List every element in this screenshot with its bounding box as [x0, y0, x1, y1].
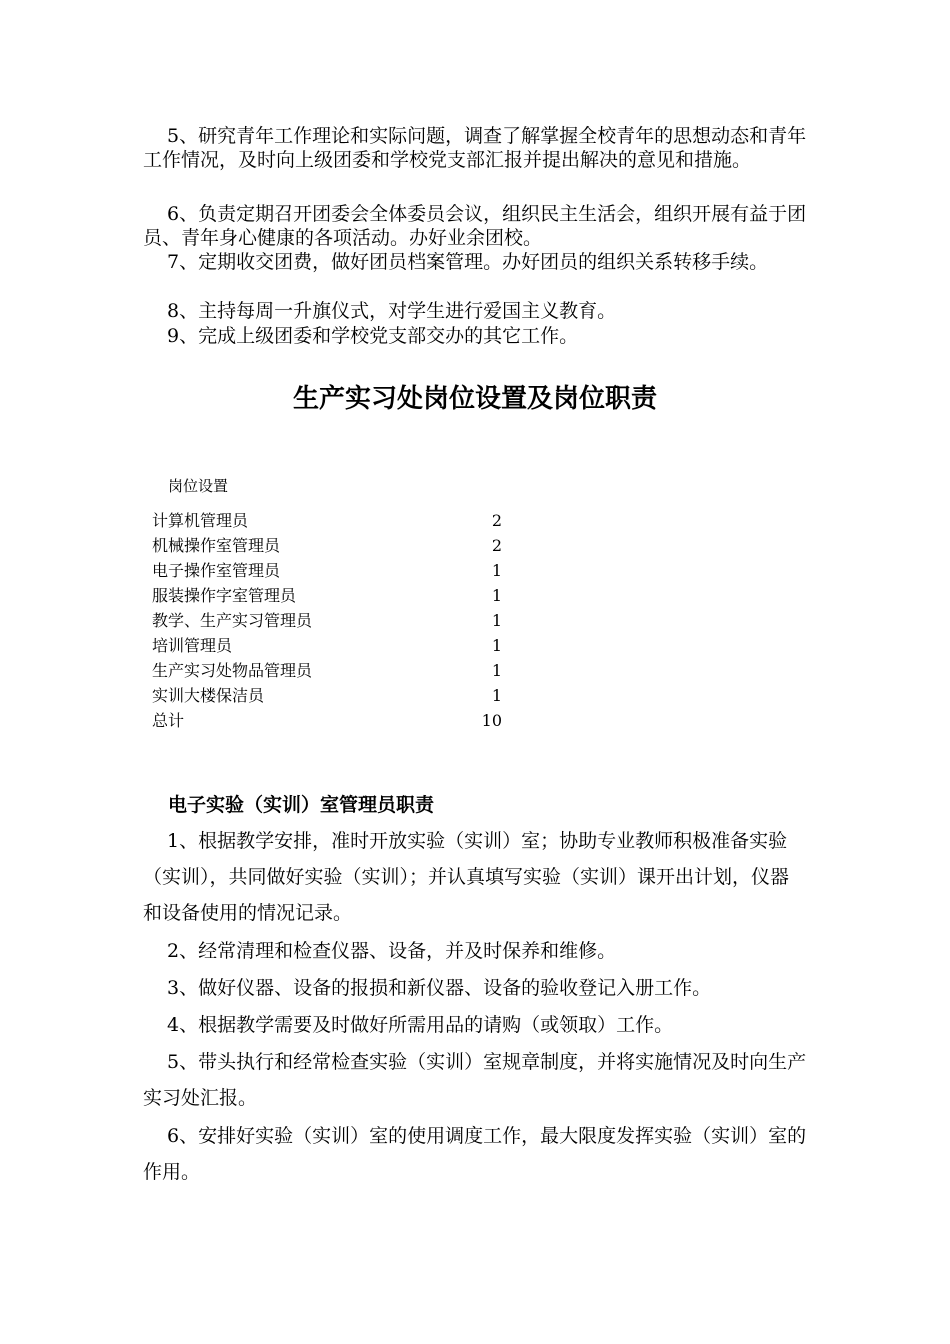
duty-item: 1、根据教学安排，准时开放实验（实训）室；协助专业教师积极准备实验（实训），共同做好实验（实训）；并认真填写实验（实训）课开出计划，仪器和设备使用的情况记录。: [143, 830, 790, 924]
position-name: 总计: [152, 711, 185, 730]
position-name: 电子操作室管理员: [152, 561, 281, 580]
position-count: 2: [491, 536, 502, 555]
table-row: [152, 658, 512, 683]
duty-item: 6、安排好实验（实训）室的使用调度工作，最大限度发挥实验（实训）室的作用。: [143, 1125, 807, 1183]
page-title: 生产实习处岗位设置及岗位职责: [292, 384, 657, 414]
table-row: [152, 508, 512, 533]
position-name: 生产实习处物品管理员: [152, 661, 313, 680]
position-name: 机械操作室管理员: [152, 536, 281, 555]
duty-item: 3、做好仪器、设备的报损和新仪器、设备的验收登记入册工作。: [167, 977, 712, 999]
position-name: 服装操作字室管理员: [152, 586, 297, 605]
table-row: [152, 558, 512, 583]
table-row: [152, 608, 512, 633]
table-row-total: [152, 708, 512, 733]
position-name: 教学、生产实习管理员: [152, 611, 313, 630]
duty-item: 4、根据教学需要及时做好所需用品的请购（或领取）工作。: [167, 1014, 674, 1036]
table-row: [152, 533, 512, 558]
position-count: 1: [491, 661, 502, 680]
position-count: 1: [491, 611, 502, 630]
positions-table: [152, 508, 512, 733]
position-count: 1: [491, 586, 502, 605]
position-count: 2: [491, 511, 502, 530]
position-name: 培训管理员: [152, 636, 233, 655]
list-item: 8、主持每周一升旗仪式，对学生进行爱国主义教育。: [167, 300, 617, 322]
list-item: 9、完成上级团委和学校党支部交办的其它工作。: [167, 325, 579, 347]
position-count: 1: [491, 686, 502, 705]
table-row: [152, 683, 512, 708]
table-row: [152, 633, 512, 658]
position-name: 计算机管理员: [152, 511, 249, 530]
position-name: 实训大楼保洁员: [152, 686, 265, 705]
position-count: 10: [481, 711, 502, 730]
section-heading: 电子实验（实训）室管理员职责: [168, 794, 435, 816]
table-row: [152, 583, 512, 608]
position-count: 1: [491, 636, 502, 655]
duty-item: 2、经常清理和检查仪器、设备，并及时保养和维修。: [167, 940, 617, 962]
duty-item: 5、带头执行和经常检查实验（实训）室规章制度，并将实施情况及时向生产实习处汇报。: [143, 1051, 807, 1109]
list-item: 6、负责定期召开团委会全体委员会议，组织民主生活会，组织开展有益于团员、青年身心健康的各项活动。办好业余团校。: [143, 203, 807, 249]
position-count: 1: [491, 561, 502, 580]
list-item: 7、定期收交团费，做好团员档案管理。办好团员的组织关系转移手续。: [167, 251, 769, 273]
positions-label: 岗位设置: [168, 477, 229, 495]
list-item: 5、研究青年工作理论和实际问题，调查了解掌握全校青年的思想动态和青年工作情况，及时向上级团委和学校党支部汇报并提出解决的意见和措施。: [143, 125, 807, 171]
